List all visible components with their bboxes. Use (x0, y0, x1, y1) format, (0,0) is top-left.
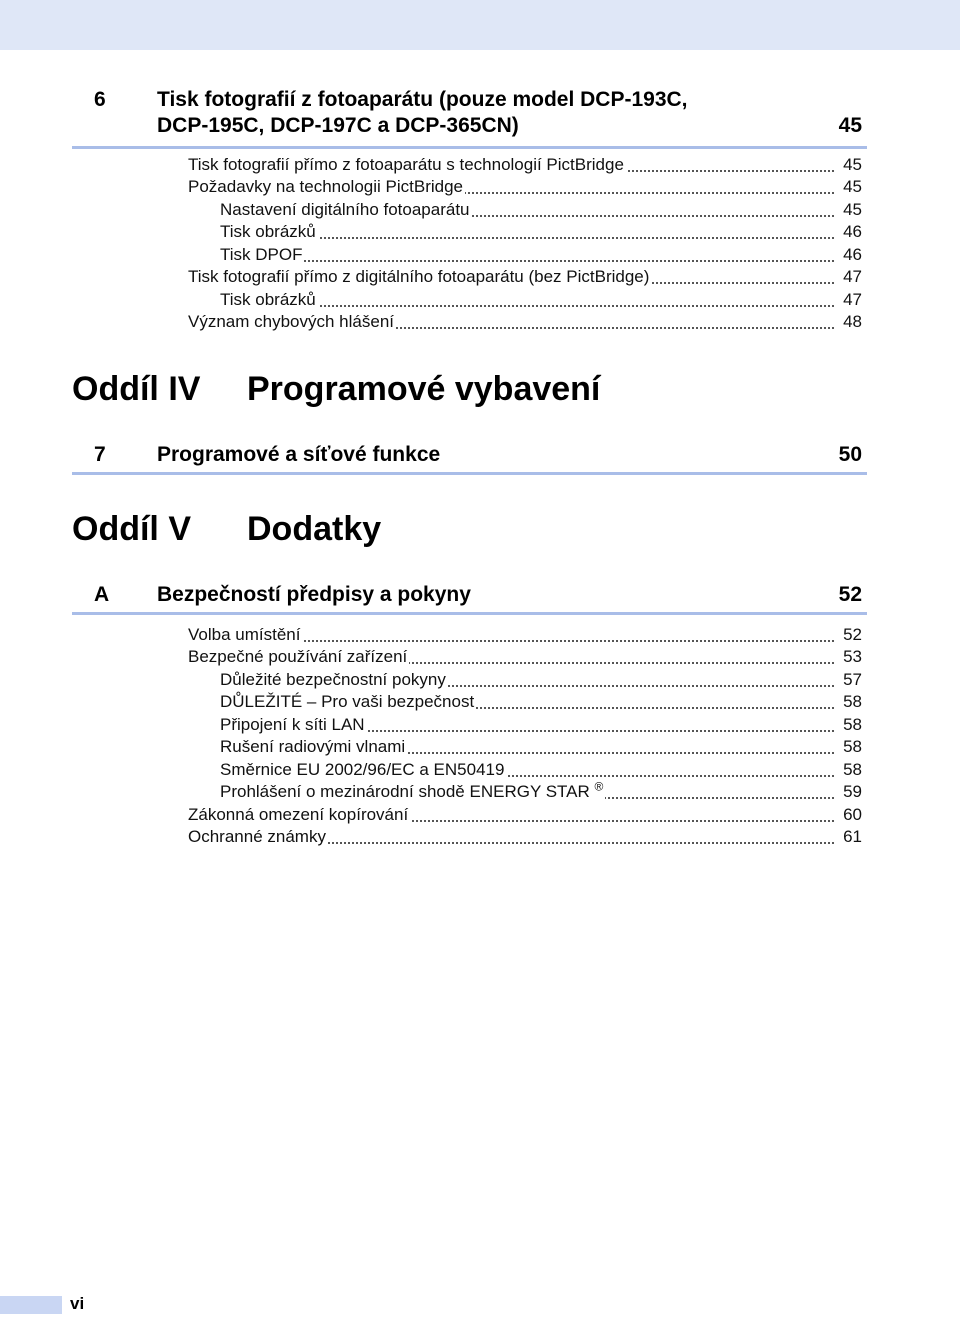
toc-entry[interactable] (188, 646, 862, 668)
entry-page: 46 (836, 244, 862, 266)
entry-text: DŮLEŽITÉ – Pro vaši bezpečnost (220, 692, 475, 711)
entry-text: Směrnice EU 2002/96/EC a EN50419 (220, 760, 505, 779)
entry-text: Rušení radiovými vlnami (220, 737, 406, 756)
footer-bar (0, 1296, 62, 1314)
toc-entry[interactable] (220, 244, 862, 266)
leader-dots (220, 260, 834, 262)
entry-page: 48 (836, 311, 862, 333)
toc-entry[interactable] (188, 804, 862, 826)
entry-text: Tisk DPOF (220, 245, 303, 264)
toc-entry[interactable] (188, 826, 862, 848)
entry-text: Ochranné známky (188, 827, 326, 846)
entry-page: 60 (836, 804, 862, 826)
entry-text: Nastavení digitálního fotoaparátu (220, 200, 470, 219)
toc-entry[interactable] (220, 669, 862, 691)
entry-page: 45 (836, 154, 862, 176)
entry-text: Tisk obrázků (220, 222, 316, 241)
entry-page: 59 (836, 781, 862, 803)
toc-entry[interactable] (220, 714, 862, 736)
entry-page: 61 (836, 826, 862, 848)
chapter-number: A (94, 583, 110, 606)
entry-text: Tisk obrázků (220, 290, 316, 309)
toc-entry[interactable] (220, 289, 862, 311)
chapter-6-heading[interactable] (72, 86, 867, 149)
entry-page: 58 (836, 714, 862, 736)
footer-page-number: vi (70, 1294, 85, 1313)
entry-text: Důležité bezpečnostní pokyny (220, 670, 446, 689)
chapter-number: 7 (94, 443, 106, 466)
entry-page: 47 (836, 266, 862, 288)
entry-page: 58 (836, 759, 862, 781)
entry-page: 53 (836, 646, 862, 668)
entry-page: 45 (836, 176, 862, 198)
entry-text: Připojení k síti LAN (220, 715, 365, 734)
entry-text: Tisk fotografií přímo z fotoaparátu s technologií PictBridge (188, 155, 624, 174)
part-label: Oddíl V (72, 510, 191, 548)
toc-entry[interactable] (220, 199, 862, 221)
chapter-title: Bezpečností předpisy a pokyny (157, 583, 471, 606)
entry-text: Požadavky na technologii PictBridge (188, 177, 463, 196)
entry-page: 45 (836, 199, 862, 221)
entry-text: Zákonná omezení kopírování (188, 805, 409, 824)
chapter-page: 45 (838, 114, 862, 137)
entry-text-main: Prohlášení o mezinárodní shodě ENERGY STAR (220, 782, 590, 801)
entry-page: 46 (836, 221, 862, 243)
entry-text: Význam chybových hlášení (188, 312, 394, 331)
chapter-7-heading[interactable] (72, 442, 867, 475)
entry-text: Volba umístění (188, 625, 301, 644)
entry-page: 58 (836, 691, 862, 713)
entry-page: 47 (836, 289, 862, 311)
chapter-title: Programové a síťové funkce (157, 443, 441, 466)
entry-text: Tisk fotografií přímo z digitálního fotoaparátu (bez PictBridge) (188, 267, 650, 286)
header-band (0, 0, 960, 50)
chapter-page: 50 (838, 443, 862, 466)
chapter-page: 52 (838, 583, 862, 606)
toc-entry[interactable] (188, 154, 862, 176)
chapter-title (157, 87, 688, 139)
toc-entry[interactable] (188, 624, 862, 646)
entry-page: 57 (836, 669, 862, 691)
entry-text (220, 781, 605, 803)
toc-entry[interactable] (188, 311, 862, 333)
part-title: Programové vybavení (247, 370, 601, 408)
chapter-title-line-2: DCP-195C, DCP-197C a DCP-365CN) (157, 114, 519, 137)
chapter-a-heading[interactable] (72, 582, 867, 615)
toc-entry[interactable] (220, 691, 862, 713)
part-title: Dodatky (247, 510, 382, 548)
toc-entry[interactable] (220, 759, 862, 781)
toc-entry[interactable] (188, 176, 862, 198)
chapter-title-line-1: Tisk fotografií z fotoaparátu (pouze model DCP-193C, (157, 88, 688, 111)
entry-page: 52 (836, 624, 862, 646)
part-label: Oddíl IV (72, 370, 201, 408)
toc-entry[interactable] (220, 736, 862, 758)
entry-text: Bezpečné používání zařízení (188, 647, 408, 666)
toc-entry[interactable] (220, 781, 862, 803)
toc-entry[interactable] (220, 221, 862, 243)
toc-entry[interactable] (188, 266, 862, 288)
chapter-number: 6 (94, 88, 106, 111)
registered-mark: ® (594, 779, 604, 794)
entry-page: 58 (836, 736, 862, 758)
